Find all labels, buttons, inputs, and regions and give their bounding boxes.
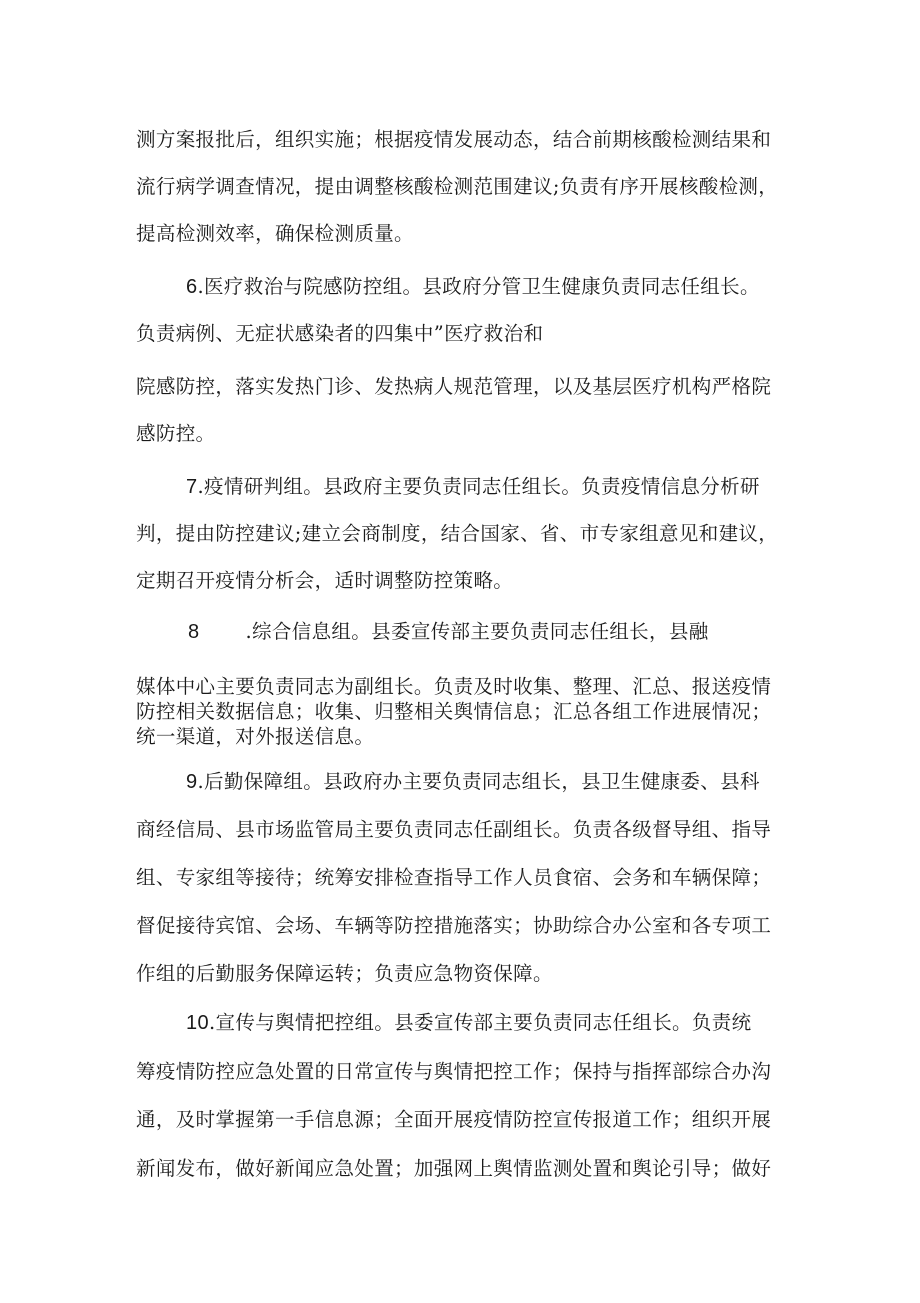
section-number: 10 xyxy=(186,1012,209,1034)
paragraph-line: 感防控。 xyxy=(136,422,216,445)
section-title: .宣传与舆情把控组。县委宣传部主要负责同志任组长。负责统 xyxy=(208,1011,752,1034)
section-9-heading xyxy=(186,770,760,794)
section-title: .医疗救治与院感防控组。县政府分管卫生健康负责同志任组长。 xyxy=(197,275,760,298)
paragraph-line: 院感防控，落实发热门诊、发热病人规范管理，以及基层医疗机构严格院 xyxy=(136,375,772,398)
paragraph-line: 筹疫情防控应急处置的日常宣传与舆情把控工作；保持与指挥部综合办沟 xyxy=(136,1060,772,1083)
paragraph-line: 负责病例、无症状感染者的四集中”医疗救治和 xyxy=(136,322,544,345)
section-title: .疫情研判组。县政府主要负责同志任组长。负责疫情信息分析研 xyxy=(197,475,760,498)
section-number: 7 xyxy=(186,476,198,498)
paragraph-line: 提高检测效率，确保检测质量。 xyxy=(136,222,414,245)
section-7-heading xyxy=(186,475,760,499)
paragraph-line: 防控相关数据信息；收集、归整相关舆情信息；汇总各组工作进展情况； xyxy=(136,700,772,723)
paragraph-line: 媒体中心主要负责同志为副组长。负责及时收集、整理、汇总、报送疫情 xyxy=(136,675,772,698)
paragraph-line: 组、专家组等接待；统筹安排检查指导工作人员食宿、会务和车辆保障； xyxy=(136,866,772,889)
section-number: 9 xyxy=(186,771,198,793)
paragraph-line: 新闻发布，做好新闻应急处置；加强网上舆情监测处置和舆论引导；做好 xyxy=(136,1157,772,1180)
section-number: 8 xyxy=(188,621,200,643)
paragraph-line: 判，提由防控建议;建立会商制度，结合国家、省、市专家组意见和建议， xyxy=(136,522,779,545)
paragraph-line: 作组的后勤服务保障运转；负责应急物资保障。 xyxy=(136,962,553,985)
paragraph-line: 通，及时掌握第一手信息源；全面开展疫情防控宣传报道工作；组织开展 xyxy=(136,1108,772,1131)
section-title: .综合信息组。县委宣传部主要负责同志任组长，县融 xyxy=(245,620,709,643)
paragraph-line: 督促接待宾馆、会场、车辆等防控措施落实；协助综合办公室和各专项工 xyxy=(136,914,772,937)
paragraph-line: 定期召开疫情分析会，适时调整防控策略。 xyxy=(136,569,514,592)
paragraph-line: 商经信局、县市场监管局主要负责同志任副组长。负责各级督导组、指导 xyxy=(136,818,772,841)
paragraph-line: 测方案报批后，组织实施；根据疫情发展动态，结合前期核酸检测结果和 xyxy=(136,128,772,151)
section-title: .后勤保障组。县政府办主要负责同志组长，县卫生健康委、县科 xyxy=(197,770,760,793)
section-number: 6 xyxy=(186,276,198,298)
paragraph-line: 统一渠道，对外报送信息。 xyxy=(136,725,375,748)
section-10-heading xyxy=(186,1011,751,1035)
paragraph-line: 流行病学调查情况，提由调整核酸检测范围建议;负责有序开展核酸检测， xyxy=(136,175,779,198)
section-8-heading xyxy=(188,620,709,644)
section-6-heading xyxy=(186,275,760,299)
